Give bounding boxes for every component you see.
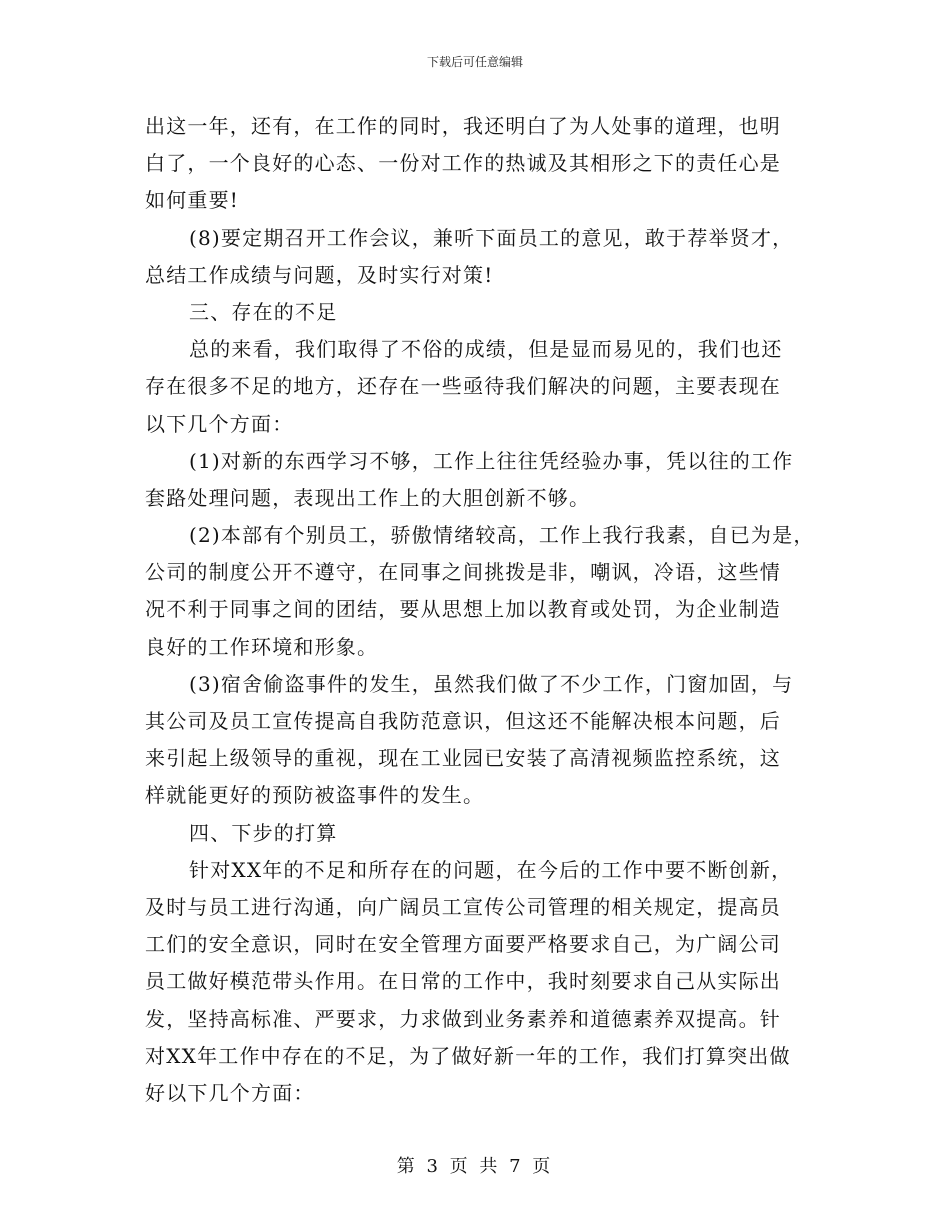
text-line: 套路处理问题，表现出工作上的大胆创新不够。 — [145, 485, 591, 510]
page-footer: 第 3 页 共 7 页 — [396, 1156, 554, 1177]
text-line: 来引起上级领导的重视，现在工业园已安装了高清视频监控系统，这 — [145, 746, 781, 771]
text-line: 针对XX年的不足和所存在的问题，在今后的工作中要不断创新， — [189, 857, 793, 882]
text-line: 公司的制度公开不遵守，在同事之间挑拨是非，嘲讽，冷语，这些情 — [145, 560, 781, 585]
text-line: (2)本部有个别员工，骄傲情绪较高，工作上我行我素，自已为是， — [189, 523, 815, 548]
text-line: 总的来看，我们取得了不俗的成绩，但是显而易见的，我们也还 — [189, 337, 783, 362]
text-line: 好以下几个方面： — [145, 1080, 315, 1105]
text-line: 发，坚持高标准、严要求，力求做到业务素养和道德素养双提高。针 — [145, 1006, 781, 1031]
page-header: 下载后可任意编辑 — [426, 55, 523, 69]
text-line: 及时与员工进行沟通，向广阔员工宣传公司管理的相关规定，提高员 — [145, 894, 781, 919]
text-line: 四、下步的打算 — [189, 820, 338, 845]
text-line: 对XX年工作中存在的不足，为了做好新一年的工作，我们打算突出做 — [145, 1043, 791, 1068]
text-line: (8)要定期召开工作会议，兼听下面员工的意见，敢于荐举贤才， — [189, 225, 794, 250]
text-line: 以下几个方面： — [145, 411, 294, 436]
text-line: 员工做好模范带头作用。在日常的工作中，我时刻要求自己从实际出 — [145, 969, 781, 994]
text-line: 良好的工作环境和形象。 — [145, 634, 379, 659]
text-line: 样就能更好的预防被盗事件的发生。 — [145, 783, 485, 808]
text-line: 如何重要! — [145, 188, 240, 213]
text-line: (1)对新的东西学习不够，工作上往往凭经验办事，凭以往的工作 — [189, 448, 794, 473]
text-line: 存在很多不足的地方，还存在一些亟待我们解决的问题，主要表现在 — [145, 374, 781, 399]
document-body — [145, 108, 825, 1112]
text-line: 总结工作成绩与问题，及时实行对策! — [145, 262, 494, 287]
text-line: 况不利于同事之间的团结，要从思想上加以教育或处罚，为企业制造 — [145, 597, 781, 622]
text-line: 出这一年，还有，在工作的同时，我还明白了为人处事的道理，也明 — [145, 114, 781, 138]
text-line: 三、存在的不足 — [189, 299, 338, 324]
text-line: 其公司及员工宣传提高自我防范意识，但这还不能解决根本问题，后 — [145, 709, 781, 733]
text-line: 工们的安全意识，同时在安全管理方面要严格要求自己，为广阔公司 — [145, 932, 781, 957]
text-line: (3)宿舍偷盗事件的发生，虽然我们做了不少工作，门窗加固，与 — [189, 671, 794, 696]
text-line: 白了，一个良好的心态、一份对工作的热诚及其相形之下的责任心是 — [145, 151, 781, 176]
